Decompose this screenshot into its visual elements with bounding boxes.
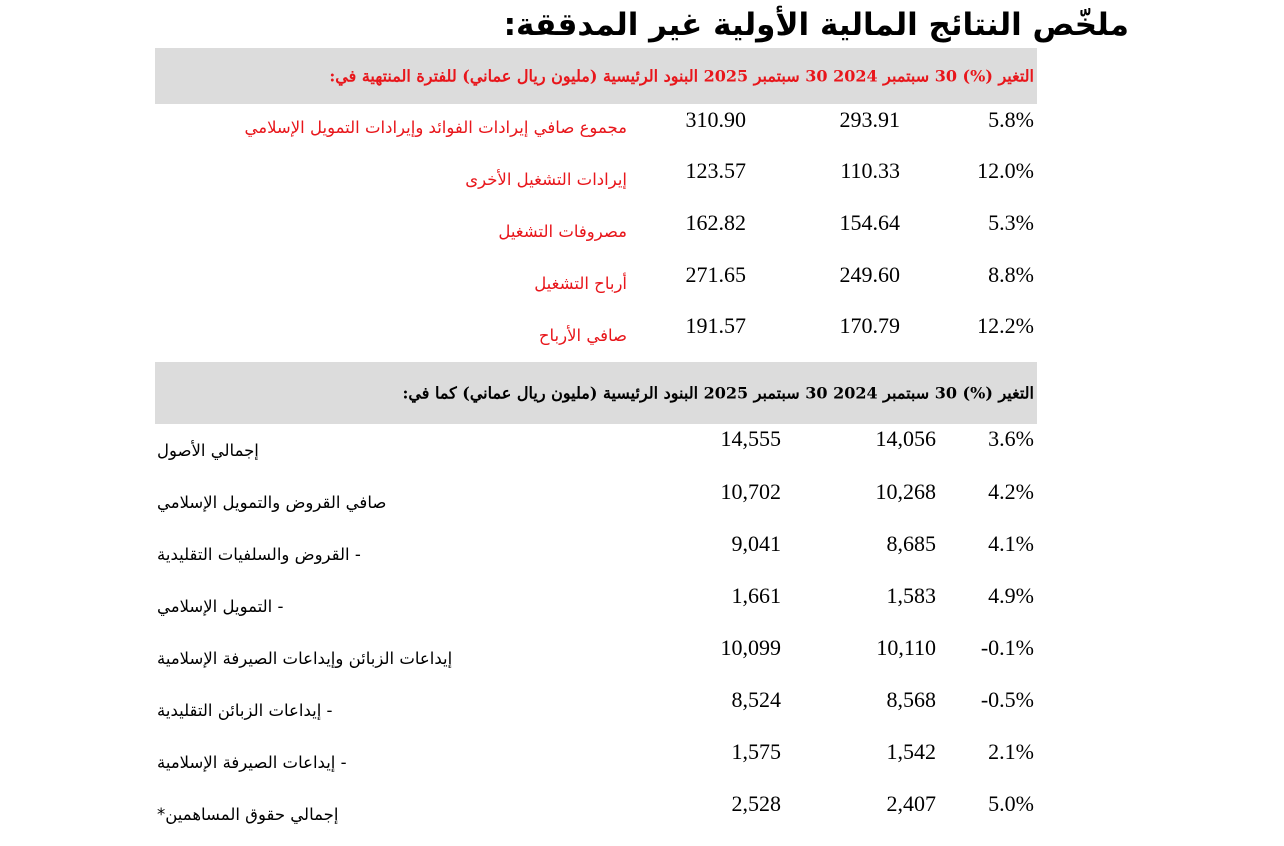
income-row-change: 5.8% bbox=[988, 107, 1034, 132]
balance-row-change: -0.5% bbox=[980, 687, 1034, 712]
balance-table-header bbox=[155, 362, 1037, 424]
balance-row-change: 3.6% bbox=[988, 426, 1034, 451]
balance-row-2025: 8,524 bbox=[731, 687, 781, 712]
income-table-header bbox=[155, 48, 1037, 104]
balance-row-change: 4.9% bbox=[988, 583, 1034, 608]
balance-row-2025: 2,528 bbox=[731, 791, 781, 816]
balance-row-2025: 14,555 bbox=[720, 426, 781, 451]
income-row-2025: 191.57 bbox=[685, 313, 746, 338]
income-row-label: أرباح التشغيل bbox=[534, 274, 627, 293]
balance-row-change: 4.2% bbox=[988, 479, 1034, 504]
balance-row-label: صافي القروض والتمويل الإسلامي bbox=[157, 493, 387, 512]
balance-row-label: إجمالي الأصول bbox=[157, 441, 259, 460]
balance-row-change: 5.0% bbox=[988, 791, 1034, 816]
balance-row-change: -0.1% bbox=[980, 635, 1034, 660]
income-row-change: 12.0% bbox=[977, 158, 1034, 183]
income-row-change: 12.2% bbox=[977, 313, 1034, 338]
balance-row-change: 2.1% bbox=[988, 739, 1034, 764]
balance-row-2024: 1,583 bbox=[886, 583, 936, 608]
income-row-change: 8.8% bbox=[988, 262, 1034, 287]
page-title: ملخّص النتائج المالية الأولية غير المدققة: bbox=[503, 7, 1129, 43]
balance-row-2025: 1,575 bbox=[731, 739, 781, 764]
balance-row-label: - التمويل الإسلامي bbox=[157, 597, 284, 616]
income-row-2025: 162.82 bbox=[685, 210, 746, 235]
balance-header-text: التغير (%) 30 سبتمبر 2024 30 سبتمبر 2025 البنود الرئيسية (مليون ريال عماني) كما في: bbox=[402, 383, 1034, 403]
income-row-label: مصروفات التشغيل bbox=[498, 222, 627, 241]
balance-row-2025: 1,661 bbox=[731, 583, 781, 608]
income-row-label: إيرادات التشغيل الأخرى bbox=[465, 170, 627, 189]
balance-row-label: - القروض والسلفيات التقليدية bbox=[157, 545, 361, 564]
income-row-2024: 110.33 bbox=[840, 158, 900, 183]
income-row-2024: 249.60 bbox=[839, 262, 900, 287]
balance-row-2024: 8,568 bbox=[886, 687, 936, 712]
income-row-2024: 170.79 bbox=[839, 313, 900, 338]
balance-row-2025: 10,099 bbox=[720, 635, 781, 660]
balance-row-2024: 14,056 bbox=[875, 426, 936, 451]
income-row-2025: 123.57 bbox=[685, 158, 746, 183]
balance-row-2025: 9,041 bbox=[731, 531, 781, 556]
income-row-2024: 293.91 bbox=[839, 107, 900, 132]
income-row-2024: 154.64 bbox=[839, 210, 900, 235]
balance-row-change: 4.1% bbox=[988, 531, 1034, 556]
income-row-2025: 310.90 bbox=[685, 107, 746, 132]
balance-row-2025: 10,702 bbox=[720, 479, 781, 504]
income-row-label: مجموع صافي إيرادات الفوائد وإيرادات التمويل الإسلامي bbox=[244, 118, 627, 137]
income-row-2025: 271.65 bbox=[685, 262, 746, 287]
balance-row-2024: 8,685 bbox=[886, 531, 936, 556]
balance-row-label: - إيداعات الزبائن التقليدية bbox=[157, 701, 333, 720]
balance-row-label: إجمالي حقوق المساهمين* bbox=[157, 805, 339, 824]
balance-row-2024: 10,268 bbox=[875, 479, 936, 504]
income-header-text: التغير (%) 30 سبتمبر 2024 30 سبتمبر 2025 البنود الرئيسية (مليون ريال عماني) للفترة المنتهية في: bbox=[329, 66, 1034, 86]
balance-row-label: - إيداعات الصيرفة الإسلامية bbox=[157, 753, 347, 772]
balance-row-2024: 1,542 bbox=[886, 739, 936, 764]
income-row-label: صافي الأرباح bbox=[538, 326, 627, 345]
balance-row-2024: 2,407 bbox=[886, 791, 936, 816]
balance-row-label: إيداعات الزبائن وإيداعات الصيرفة الإسلامية bbox=[157, 649, 453, 668]
balance-row-2024: 10,110 bbox=[876, 635, 936, 660]
income-row-change: 5.3% bbox=[988, 210, 1034, 235]
